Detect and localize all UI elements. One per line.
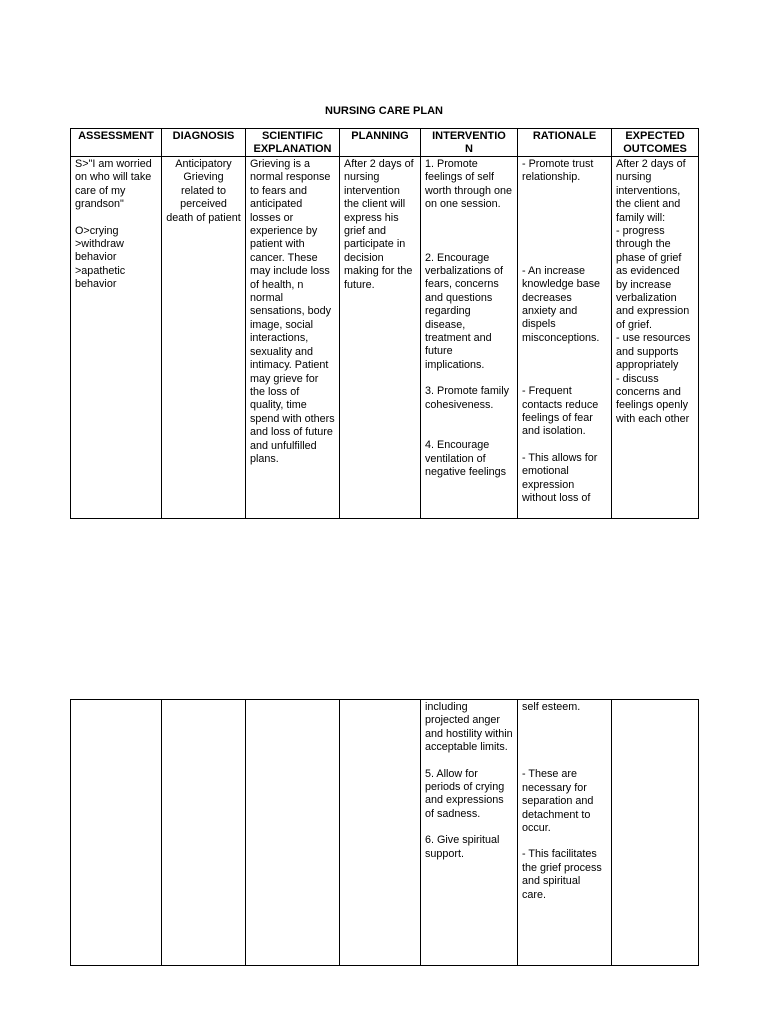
- scientific-explanation-text: Grieving is a normal response to fears and anticipated losses or experience by patient with cancer. These may include loss of health, n normal sensations, body image, social interactions, sexuality and intimacy. Patient may grieve for the loss of quality, time spend with others and loss of future and unfulfilled plans.: [250, 158, 335, 465]
- intervention-item: 4. Encourage ventilation of negative feelings: [425, 439, 507, 478]
- expected-outcome-intro: After 2 days of nursing interventions, the client and family will:: [616, 158, 686, 224]
- intervention-item: 6. Give spiritual support.: [425, 834, 500, 860]
- scientific-explanation-cell: [246, 700, 340, 966]
- scientific-explanation-cell: [246, 157, 340, 519]
- rationale-item: - An increase knowledge base decreases anxiety and dispels misconceptions.: [522, 264, 601, 344]
- expected-outcome-item: - use resources and supports appropriately: [616, 332, 691, 372]
- table-header-row: [71, 129, 699, 157]
- table-row: [71, 700, 699, 966]
- care-plan-table-continued: [70, 699, 699, 966]
- planning-cell: [340, 700, 421, 966]
- diagnosis-cell: [162, 157, 246, 519]
- assessment-cell: [71, 157, 162, 519]
- objective-data: O>crying: [75, 224, 119, 237]
- header-intervention: INTERVENTIO N: [421, 129, 518, 157]
- header-rationale: RATIONALE: [518, 129, 612, 157]
- subjective-data: S>"I am worried on who will take care of my grandson": [75, 158, 152, 211]
- table-row: [71, 157, 699, 519]
- care-plan-table: [70, 128, 699, 519]
- rationale-item: - Frequent contacts reduce feelings of fear and isolation.: [522, 385, 599, 438]
- expected-outcomes-cell: [612, 700, 699, 966]
- document-title: NURSING CARE PLAN: [325, 105, 443, 117]
- rationale-cell: [518, 157, 612, 519]
- rationale-item: - This facilitates the grief process and spiritual care.: [522, 848, 602, 901]
- diagnosis-cell: [162, 700, 246, 966]
- header-assessment: ASSESSMENT: [71, 129, 162, 157]
- objective-data: >apathetic behavior: [75, 264, 126, 291]
- header-scientific-explanation: SCIENTIFIC EXPLANATION: [246, 129, 340, 157]
- header-expected-outcomes: EXPECTED OUTCOMES: [612, 129, 699, 157]
- planning-text: After 2 days of nursing intervention the client will express his grief and participate in decision making for the future.: [344, 158, 414, 291]
- rationale-item: - Promote trust relationship.: [522, 158, 594, 184]
- rationale-cell: [518, 700, 612, 966]
- planning-cell: [340, 157, 421, 519]
- intervention-item: 3. Promote family cohesiveness.: [425, 385, 510, 411]
- intervention-item: 2. Encourage verbalizations of fears, concerns and questions regarding disease, treatment and future implications.: [425, 251, 504, 371]
- rationale-item: - This allows for emotional expression without loss of: [522, 451, 598, 505]
- header-planning: PLANNING: [340, 129, 421, 157]
- intervention-cell: [421, 157, 518, 519]
- intervention-cell: [421, 700, 518, 966]
- intervention-item: 5. Allow for periods of crying and expressions of sadness.: [425, 767, 505, 820]
- rationale-item: self esteem.: [522, 701, 581, 713]
- expected-outcome-item: - progress through the phase of grief as evidenced by increase verbalization and expression of grief.: [616, 225, 690, 331]
- assessment-cell: [71, 700, 162, 966]
- expected-outcomes-cell: [612, 157, 699, 519]
- diagnosis-text: Anticipatory Grieving related to perceived death of patient: [166, 158, 241, 224]
- intervention-item: including projected anger and hostility within acceptable limits.: [425, 701, 513, 754]
- expected-outcome-item: - discuss concerns and feelings openly with each other: [616, 372, 690, 425]
- header-diagnosis: DIAGNOSIS: [162, 129, 246, 157]
- intervention-item: 1. Promote feelings of self worth through one on one session.: [425, 158, 513, 211]
- rationale-item: - These are necessary for separation and detachment to occur.: [522, 768, 594, 835]
- objective-data: >withdraw behavior: [75, 238, 124, 264]
